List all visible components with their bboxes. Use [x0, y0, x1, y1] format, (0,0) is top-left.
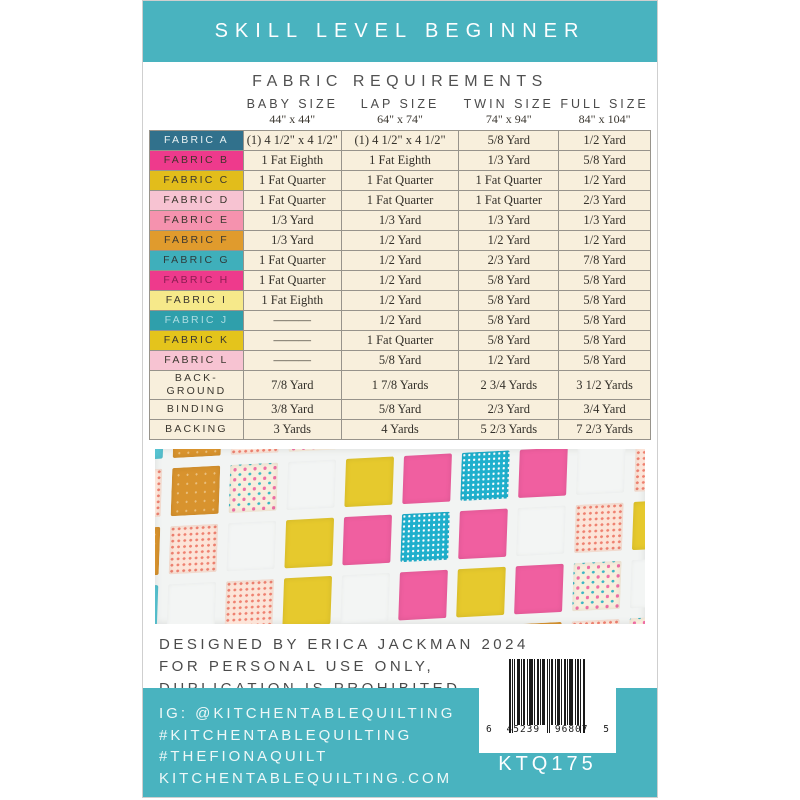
- requirement-value: 7/8 Yard: [559, 251, 651, 271]
- requirement-value: 1 Fat Quarter: [341, 171, 459, 191]
- pattern-back-cover: [142, 0, 658, 798]
- barcode-bar: [509, 659, 511, 733]
- requirement-value: 1/2 Yard: [341, 291, 459, 311]
- quilt-square-salmon: [574, 503, 624, 554]
- requirement-value: 5/8 Yard: [341, 400, 459, 420]
- requirement-value: 5/8 Yard: [559, 291, 651, 311]
- requirement-value: 1/2 Yard: [459, 351, 559, 371]
- requirement-value: ———: [243, 331, 341, 351]
- quilt-square-pink: [342, 515, 392, 566]
- table-row: [150, 131, 651, 151]
- table-row: [150, 251, 651, 271]
- barcode-left-digit: 6: [486, 724, 492, 735]
- quilt-square-floral: [229, 463, 279, 514]
- barcode-bar: [537, 659, 539, 725]
- requirement-value: 3/4 Yard: [559, 400, 651, 420]
- barcode-bar: [557, 659, 560, 725]
- quilt-square-white: [167, 582, 217, 624]
- quilt-square-salmon: [231, 449, 281, 455]
- requirement-value: 1 Fat Eighth: [243, 151, 341, 171]
- requirement-value: 1/2 Yard: [341, 271, 459, 291]
- barcode-bar: [514, 659, 515, 725]
- requirement-value: 1/3 Yard: [341, 211, 459, 231]
- requirement-value: 1 Fat Quarter: [341, 191, 459, 211]
- requirement-value: 1 7/8 Yards: [341, 371, 459, 400]
- requirement-value: 5/8 Yard: [559, 311, 651, 331]
- requirement-value: 3/8 Yard: [243, 400, 341, 420]
- quilt-patchwork-grid: [155, 449, 645, 624]
- requirement-value: 5 2/3 Yards: [459, 420, 559, 440]
- fabric-label: FABRIC A: [150, 131, 244, 151]
- table-row: [150, 291, 651, 311]
- skill-level-text: SKILL LEVEL BEGINNER: [214, 20, 586, 42]
- quilt-square-white: [286, 460, 336, 511]
- designed-by-line: DESIGNED BY ERICA JACKMAN 2024: [159, 636, 529, 654]
- quilt-square-yellow: [632, 500, 645, 551]
- quilt-square-salmon: [570, 619, 620, 624]
- barcode-bar: [569, 659, 573, 725]
- fabric-label: FABRIC J: [150, 311, 244, 331]
- requirement-value: 1/2 Yard: [341, 311, 459, 331]
- requirement-value: 1/3 Yard: [459, 211, 559, 231]
- fabric-label: FABRIC D: [150, 191, 244, 211]
- requirement-value: 2/3 Yard: [559, 191, 651, 211]
- requirement-value: (1) 4 1/2" x 4 1/2": [341, 131, 459, 151]
- barcode-bar: [575, 659, 576, 725]
- requirement-value: 1/2 Yard: [559, 231, 651, 251]
- barcode-bar: [523, 659, 525, 725]
- quilt-square-orange: [171, 466, 221, 517]
- requirement-value: ———: [243, 311, 341, 331]
- size-column-headers: [150, 95, 651, 131]
- barcode-bar: [529, 659, 533, 725]
- requirement-value: 1/2 Yard: [341, 251, 459, 271]
- requirement-value: ———: [243, 351, 341, 371]
- requirement-value: 4 Yards: [341, 420, 459, 440]
- quilt-square-white: [516, 506, 566, 557]
- requirement-value: 1 Fat Quarter: [341, 331, 459, 351]
- requirement-value: 1/3 Yard: [559, 211, 651, 231]
- quilt-square-pink: [458, 509, 508, 560]
- barcode: [479, 653, 616, 753]
- requirement-value: 5/8 Yard: [459, 271, 559, 291]
- barcode-bar: [580, 659, 581, 733]
- requirement-value: 7 2/3 Yards: [559, 420, 651, 440]
- requirement-value: 3 1/2 Yards: [559, 371, 651, 400]
- barcode-bar: [577, 659, 579, 725]
- requirement-value: 1/2 Yard: [459, 231, 559, 251]
- requirement-value: 2/3 Yard: [459, 251, 559, 271]
- quilt-square-pink: [514, 564, 564, 615]
- requirement-value: 2 3/4 Yards: [459, 371, 559, 400]
- barcode-bar: [542, 659, 545, 725]
- barcode-bar: [583, 659, 585, 733]
- requirement-value: 5/8 Yard: [459, 311, 559, 331]
- quilt-square-orange: [512, 622, 562, 624]
- quilt-photo: [155, 449, 645, 624]
- fabric-label: BINDING: [150, 400, 244, 420]
- fabric-label: FABRIC L: [150, 351, 244, 371]
- fabric-rows: [150, 131, 651, 440]
- requirement-value: 1 Fat Eighth: [341, 151, 459, 171]
- quilt-square-white: [340, 573, 390, 624]
- quilt-square-yellow: [456, 567, 506, 618]
- table-row: [150, 271, 651, 291]
- quilt-square-teal: [155, 449, 164, 461]
- table-row: [150, 191, 651, 211]
- quilt-square-white: [227, 521, 277, 572]
- requirement-value: 1/2 Yard: [341, 231, 459, 251]
- requirement-value: 1 Fat Quarter: [459, 171, 559, 191]
- size-column-header: BABY SIZE 44" x 44": [243, 95, 341, 131]
- quilt-square-tealdot: [460, 451, 510, 502]
- sku-code: KTQ175: [498, 753, 597, 775]
- quilt-square-pink: [402, 454, 452, 505]
- barcode-bar: [512, 659, 513, 733]
- fabric-label: FABRIC G: [150, 251, 244, 271]
- requirement-value: 3 Yards: [243, 420, 341, 440]
- quilt-square-floral: [572, 561, 622, 612]
- personal-use-line: FOR PERSONAL USE ONLY,: [159, 658, 435, 676]
- quilt-square-white: [576, 449, 626, 495]
- barcode-bar: [534, 659, 535, 725]
- fabric-label: FABRIC F: [150, 231, 244, 251]
- fabric-label: FABRIC E: [150, 211, 244, 231]
- requirement-value: 5/8 Yard: [459, 291, 559, 311]
- requirement-value: 5/8 Yard: [559, 151, 651, 171]
- table-row: [150, 420, 651, 440]
- barcode-bar: [527, 659, 528, 725]
- table-row: [150, 171, 651, 191]
- fabric-label: BACK- GROUND: [150, 371, 244, 400]
- barcode-bar: [564, 659, 566, 725]
- quilt-square-orange: [155, 527, 160, 578]
- skill-level-banner: [143, 1, 657, 62]
- requirement-value: 1 Fat Quarter: [243, 271, 341, 291]
- requirement-value: 2/3 Yard: [459, 400, 559, 420]
- table-row: [150, 151, 651, 171]
- quilt-square-salmon: [155, 469, 162, 520]
- fabric-label: BACKING: [150, 420, 244, 440]
- table-row: [150, 231, 651, 251]
- quilt-square-floral: [289, 449, 339, 452]
- barcode-bar: [567, 659, 568, 725]
- requirement-value: 1/2 Yard: [559, 171, 651, 191]
- requirement-value: 1 Fat Eighth: [243, 291, 341, 311]
- quilt-square-floral: [628, 616, 645, 624]
- quilt-square-yellow: [282, 576, 332, 624]
- social-line: KITCHENTABLEQUILTING.COM: [159, 769, 453, 787]
- barcode-bar: [547, 659, 548, 733]
- barcode-bar: [561, 659, 562, 725]
- quilt-square-salmon: [224, 579, 274, 624]
- quilt-square-tealdot: [400, 512, 450, 563]
- requirement-value: 7/8 Yard: [243, 371, 341, 400]
- barcode-bar: [555, 659, 556, 725]
- quilt-square-orange: [173, 449, 223, 458]
- fabric-requirements-table: [149, 95, 651, 440]
- quilt-square-yellow: [344, 457, 394, 508]
- fabric-label: FABRIC I: [150, 291, 244, 311]
- quilt-square-yellow: [284, 518, 334, 569]
- quilt-square-teal: [155, 585, 158, 624]
- quilt-square-white: [630, 558, 645, 609]
- requirement-value: 5/8 Yard: [459, 331, 559, 351]
- social-line: #THEFIONAQUILT: [159, 748, 329, 765]
- requirement-value: 5/8 Yard: [559, 271, 651, 291]
- size-column-header: LAP SIZE 64" x 74": [341, 95, 459, 131]
- social-line: #KITCHENTABLEQUILTING: [159, 726, 413, 744]
- table-row: [150, 400, 651, 420]
- requirement-value: 1 Fat Quarter: [243, 191, 341, 211]
- barcode-right-digit: 5: [603, 724, 609, 735]
- table-row: [150, 371, 651, 400]
- barcode-group2: 96807: [554, 724, 589, 735]
- requirement-value: 1/3 Yard: [243, 211, 341, 231]
- table-row: [150, 351, 651, 371]
- size-column-header: TWIN SIZE 74" x 94": [459, 95, 559, 131]
- barcode-bar: [540, 659, 541, 725]
- requirement-value: 5/8 Yard: [559, 331, 651, 351]
- requirement-value: 1 Fat Quarter: [243, 171, 341, 191]
- size-column-header: FULL SIZE 84" x 104": [559, 95, 651, 131]
- requirement-value: 1/3 Yard: [459, 151, 559, 171]
- barcode-bar: [551, 659, 553, 725]
- fabric-label: FABRIC C: [150, 171, 244, 191]
- barcode-bar: [549, 659, 550, 733]
- fabric-label: FABRIC H: [150, 271, 244, 291]
- barcode-bar: [517, 659, 520, 725]
- requirement-value: 1 Fat Quarter: [459, 191, 559, 211]
- requirement-value: 5/8 Yard: [559, 351, 651, 371]
- barcode-bar: [521, 659, 522, 725]
- requirement-value: 5/8 Yard: [341, 351, 459, 371]
- requirement-value: 1/2 Yard: [559, 131, 651, 151]
- requirement-value: 1 Fat Quarter: [243, 251, 341, 271]
- quilt-square-salmon: [169, 524, 219, 575]
- table-row: [150, 331, 651, 351]
- quilt-square-pink: [398, 570, 448, 621]
- social-line: IG: @KITCHENTABLEQUILTING: [159, 705, 456, 722]
- fabric-requirements-title: FABRIC REQUIREMENTS: [252, 73, 548, 90]
- table-row: [150, 311, 651, 331]
- barcode-group1: 45239: [506, 724, 541, 735]
- fabric-label: FABRIC B: [150, 151, 244, 171]
- requirement-value: (1) 4 1/2" x 4 1/2": [243, 131, 341, 151]
- requirement-value: 1/3 Yard: [243, 231, 341, 251]
- barcode-bars: [485, 659, 610, 733]
- quilt-square-salmon: [634, 449, 645, 492]
- quilt-square-pink: [518, 449, 568, 498]
- fabric-label: FABRIC K: [150, 331, 244, 351]
- requirement-value: 5/8 Yard: [459, 131, 559, 151]
- table-row: [150, 211, 651, 231]
